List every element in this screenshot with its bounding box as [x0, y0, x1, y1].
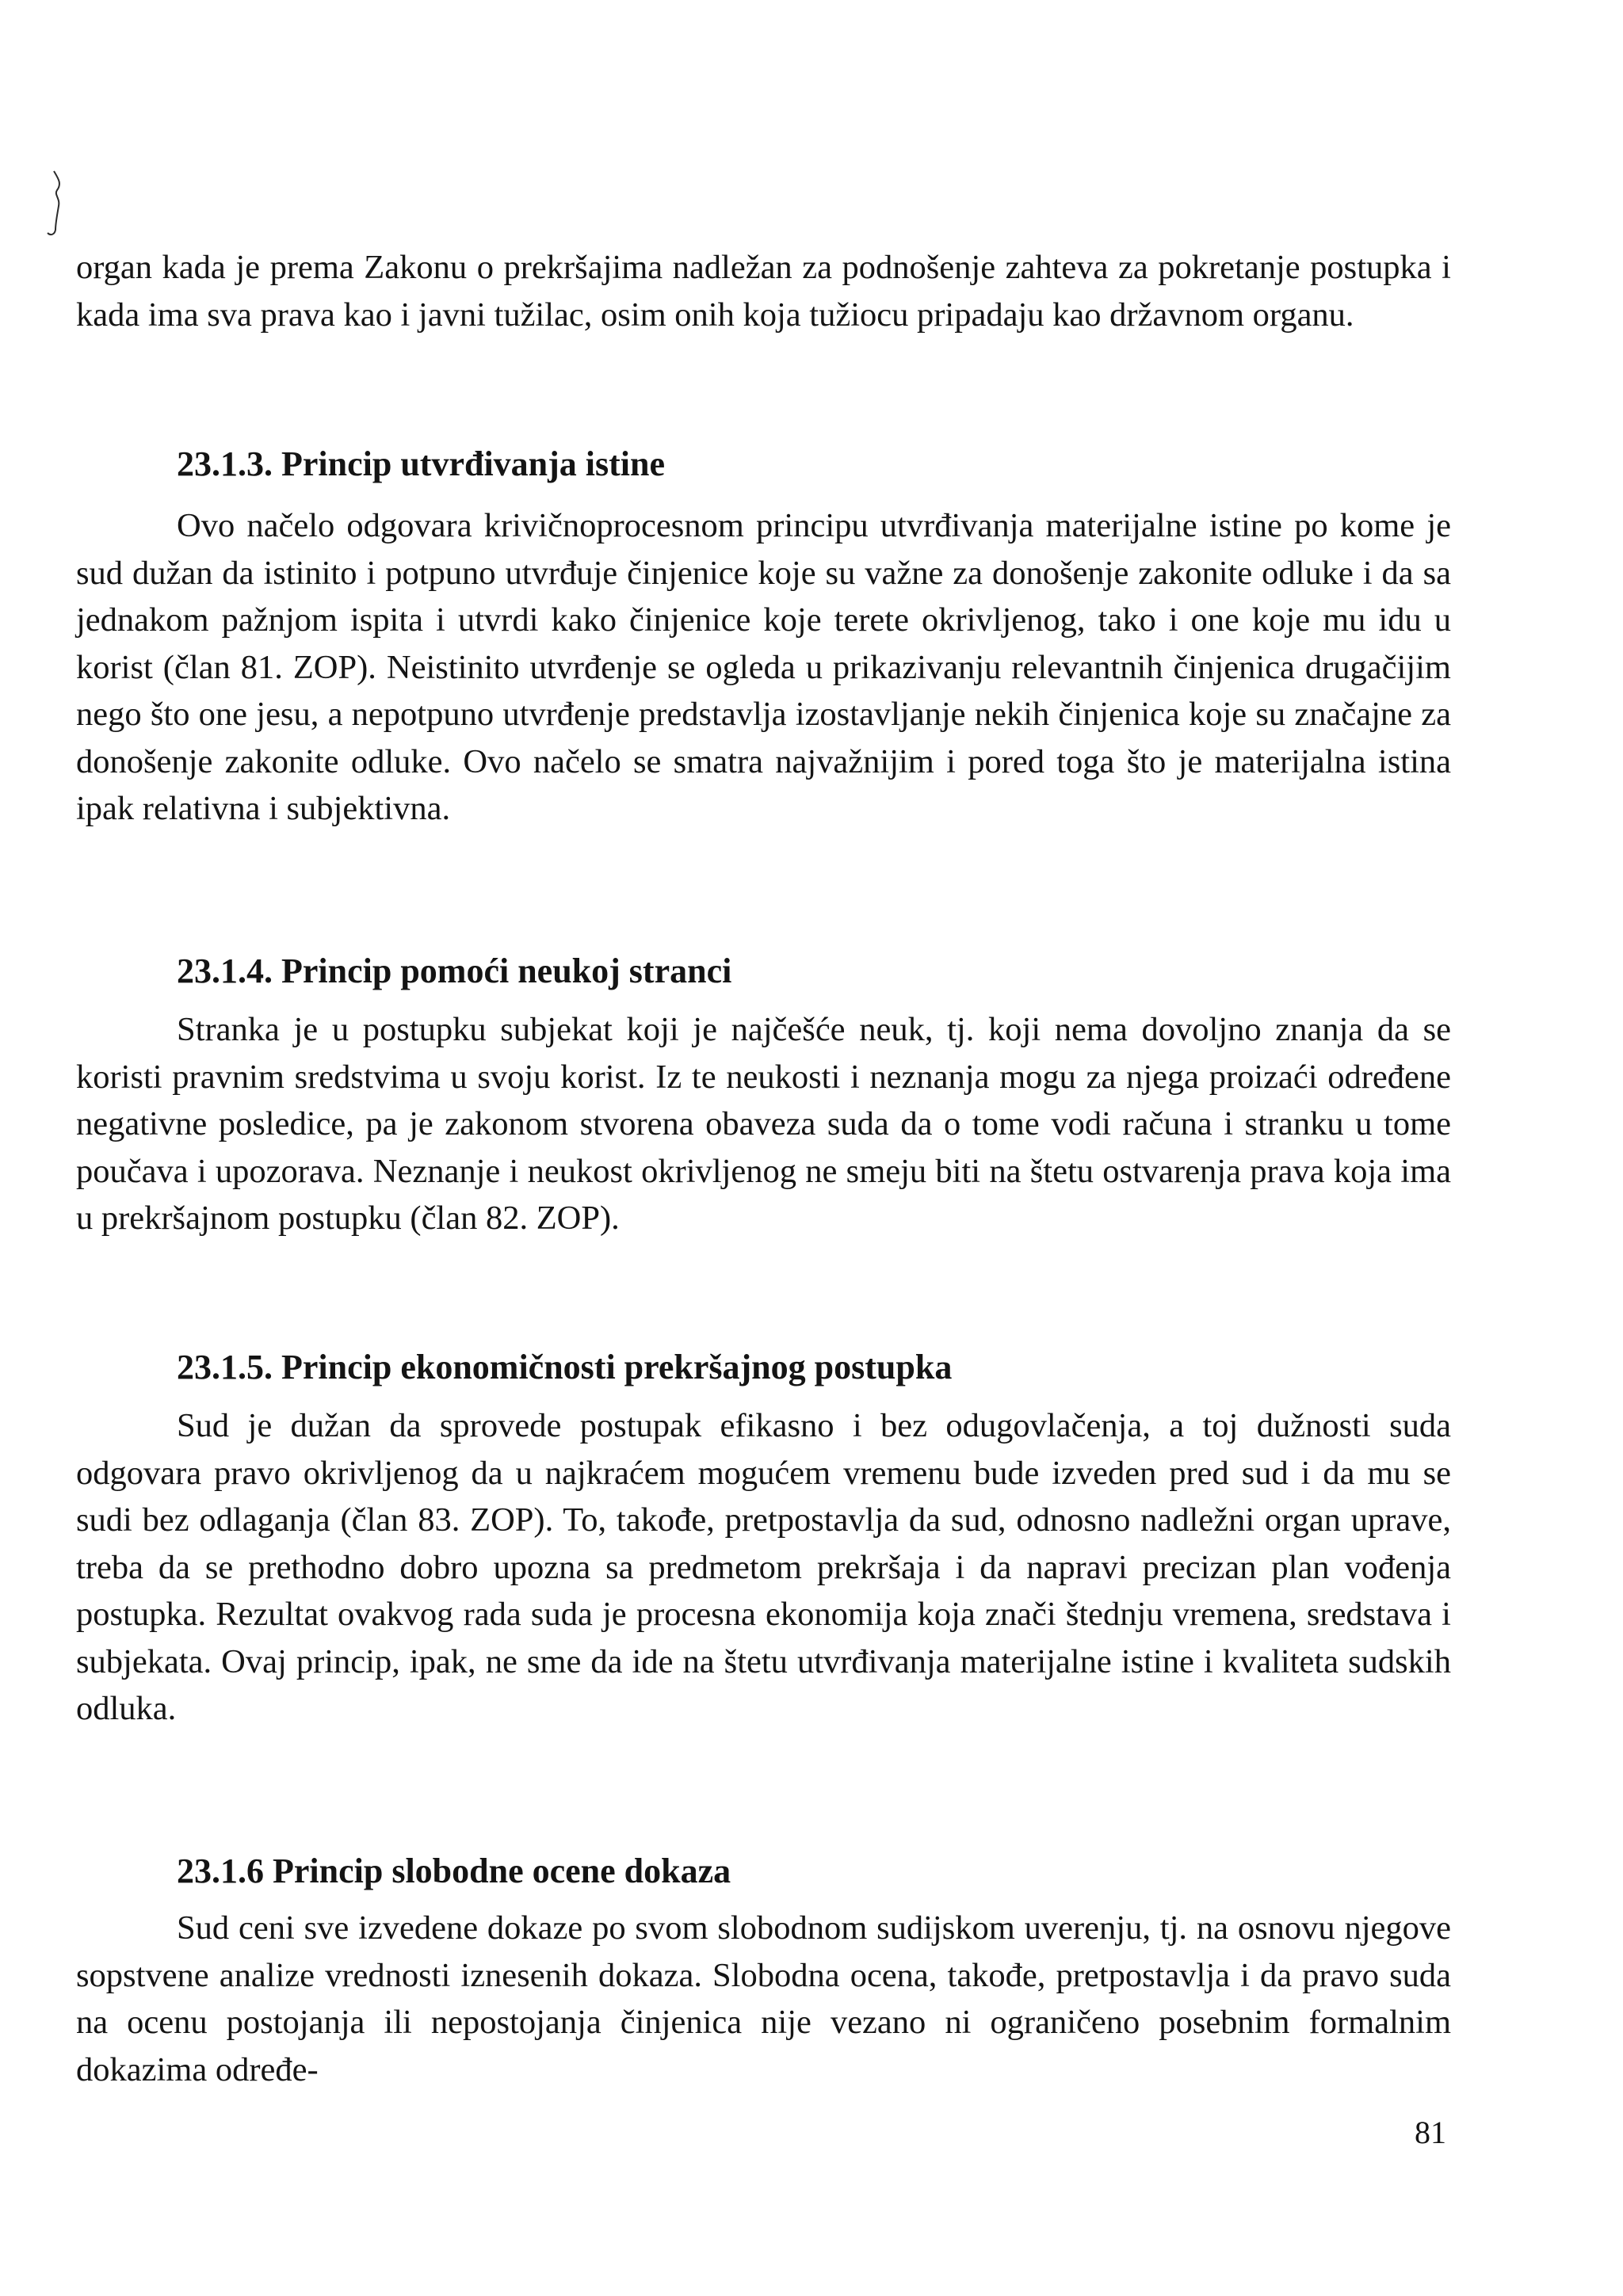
section-body-23-1-3: [76, 502, 1451, 833]
section-title: Princip pomoći neukoj stranci: [281, 952, 732, 990]
section-body-text: Sud je dužan da sprovede postupak efikasno i bez odugovlačenja, a toj dužnosti suda odgovara pravo okrivljenog da u najkraćem mogućem vremenu bude izveden pred sud i da mu se sudi bez odlaganja (član 83. ZOP). To, takođe, pretpostavlja da sud, odnosno nadležni organ uprave, treba da se prethodno dobro upozna sa predmetom prekršaja i da napravi precizan plan vođenja postupka. Rezultat ovakvog rada suda je procesna ekonomija koja znači štednju vremena, sredstava i subjekata. Ovaj princip, ipak, ne sme da ide na štetu utvrđivanja materijalne istine i kvaliteta sudskih odluka.: [76, 1407, 1451, 1727]
section-number: 23.1.4.: [177, 952, 273, 990]
section-heading-23-1-6: [177, 1848, 731, 1895]
section-number: 23.1.3.: [177, 444, 273, 483]
section-title: Princip utvrđivanja istine: [281, 444, 666, 483]
page-number: 81: [1415, 2115, 1446, 2150]
section-title: Princip slobodne ocene dokaza: [273, 1852, 731, 1890]
section-title: Princip ekonomičnosti prekršajnog postupka: [281, 1348, 953, 1386]
pencil-mark-icon: [46, 168, 68, 238]
section-body-23-1-5: [76, 1402, 1451, 1733]
section-number: 23.1.6: [177, 1852, 264, 1890]
intro-paragraph: [76, 244, 1451, 338]
section-heading-23-1-5: [177, 1344, 952, 1391]
section-body-text: Ovo načelo odgovara krivičnoprocesnom principu utvrđivanja materijalne istine po kome je sud dužan da istinito i potpuno utvrđuje činjenice koje su važne za donošenje zakonite odluke i da sa jednakom pažnjom ispita i utvrdi kako činjenice koje terete okrivljenog, tako i one koje mu idu u korist (član 81. ZOP). Neistinito utvrđenje se ogleda u prikazivanju relevantnih činjenica drugačijim nego što one jesu, a nepotpuno utvrđenje predstavlja izostavljanje nekih činjenica koje su značajne za donošenje zakonite odluke. Ovo načelo se smatra najvažnijim i pored toga što je materijalna istina ipak relativna i subjektivna.: [76, 507, 1451, 827]
section-heading-23-1-4: [177, 948, 731, 995]
section-body-23-1-4: [76, 1006, 1451, 1242]
section-heading-23-1-3: [177, 441, 665, 488]
section-body-23-1-6: [76, 1905, 1451, 2093]
intro-paragraph-text: organ kada je prema Zakonu o prekršajima nadležan za podnošenje zahteva za pokretanje postupka i kada ima sva prava kao i javni tužilac, osim onih koja tužiocu pripadaju kao državnom organu.: [76, 249, 1451, 334]
section-body-text: Sud ceni sve izvedene dokaze po svom slobodnom sudijskom uverenju, tj. na osnovu njegove sopstvene analize vrednosti iznesenih dokaza. Slobodna ocena, takođe, pretpostavlja i da pravo suda na ocenu postojanja ili nepostojanja činjenica nije vezano ni ograničeno posebnim formalnim dokazima određe-: [76, 1909, 1451, 2088]
section-number: 23.1.5.: [177, 1348, 273, 1386]
section-body-text: Stranka je u postupku subjekat koji je najčešće neuk, tj. koji nema dovoljno znanja da se koristi pravnim sredstvima u svoju korist. Iz te neukosti i neznanja mogu za njega proizaći određene negativne posledice, pa je zakonom stvorena obaveza suda da o tome vodi računa i stranku u tome poučava i upozorava. Neznanje i neukost okrivljenog ne smeju biti na štetu ostvarenja prava koja ima u prekršajnom postupku (član 82. ZOP).: [76, 1011, 1451, 1237]
